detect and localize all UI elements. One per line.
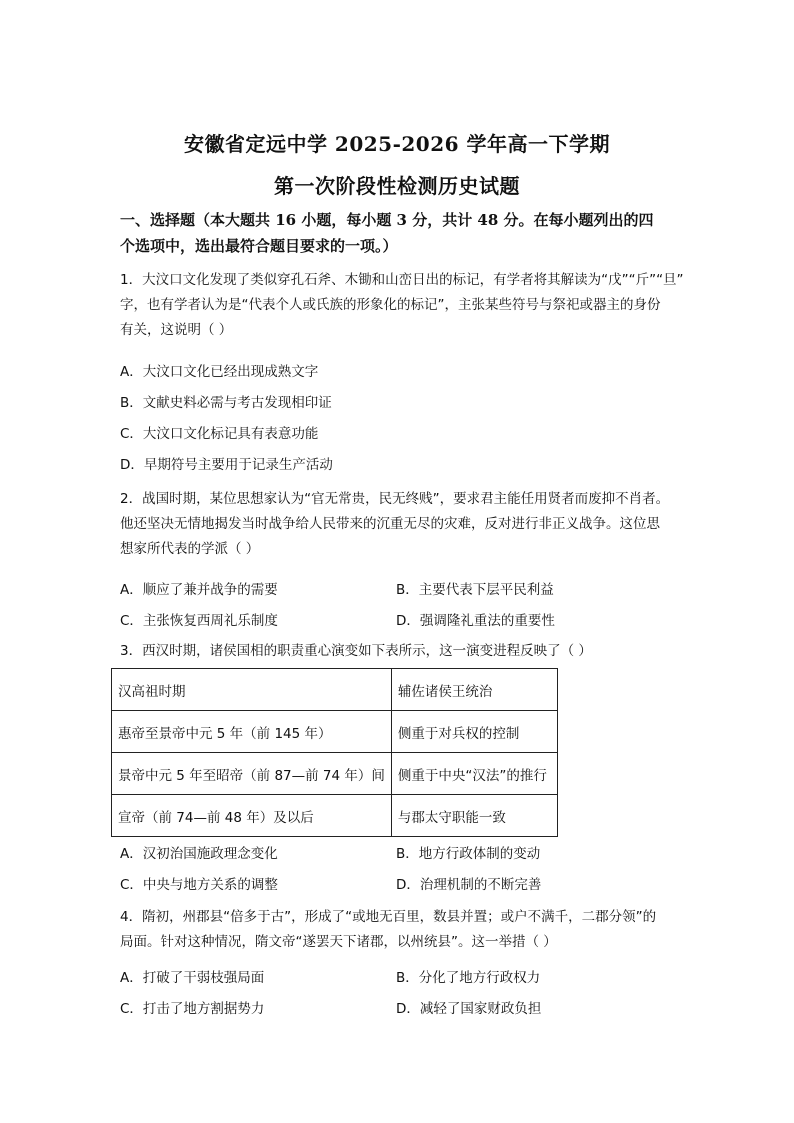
question-1-stem-line: 1．大汶口文化发现了类似穿孔石斧、木锄和山峦日出的标记，有学者将其解读为“戊”“斤”“旦” xyxy=(120,272,684,288)
question-1-stem-line: 字，也有学者认为是“代表个人或氏族的形象化的标记”，主张某些符号与祭祀或器主的身份 xyxy=(120,297,661,313)
table-cell-duty: 与郡太守职能一致 xyxy=(391,795,557,837)
question-3-table xyxy=(111,668,558,837)
section-heading-line1: 一、选择题（本大题共 16 小题，每小题 3 分，共计 48 分。在每小题列出的四 xyxy=(120,211,654,229)
question-4-option-c: C．打击了地方割据势力 xyxy=(120,1001,265,1017)
question-4-stem-line: 4．隋初，州郡县“倍多于古”，形成了“或地无百里，数县并置；或户不满千，二郡分领”的 xyxy=(120,909,657,925)
question-2-stem xyxy=(120,487,690,562)
exam-title-line1: 安徽省定远中学 2025-2026 学年高一下学期 xyxy=(183,132,611,156)
table-cell-duty: 侧重于对兵权的控制 xyxy=(391,711,557,753)
question-1-option-b: B．文献史料必需与考古发现相印证 xyxy=(120,395,332,411)
question-4-stem-line: 局面。针对这种情况，隋文帝“遂罢天下诸郡，以州统县”。这一举措（ ） xyxy=(120,934,557,950)
question-2-stem-line: 他还坚决无情地揭发当时战争给人民带来的沉重无尽的灾难，反对进行非正义战争。这位思 xyxy=(120,516,660,532)
question-4-option-b: B．分化了地方行政权力 xyxy=(396,970,541,986)
question-1-stem xyxy=(120,268,690,343)
question-4-stem xyxy=(120,905,690,955)
table-cell-duty: 侧重于中央“汉法”的推行 xyxy=(391,753,557,795)
question-3-stem-line: 3．西汉时期，诸侯国相的职责重心演变如下表所示，这一演变进程反映了（ ） xyxy=(120,643,592,659)
table-cell-period: 汉高祖时期 xyxy=(112,669,392,711)
question-4-option-a: A．打破了干弱枝强局面 xyxy=(120,970,265,986)
question-2-option-a: A．顺应了兼并战争的需要 xyxy=(120,582,278,598)
question-2-option-c: C．主张恢复西周礼乐制度 xyxy=(120,613,278,629)
question-1-option-d: D．早期符号主要用于记录生产活动 xyxy=(120,457,333,473)
table-row xyxy=(112,711,558,753)
question-2-option-b: B．主要代表下层平民利益 xyxy=(396,582,554,598)
table-row xyxy=(112,753,558,795)
question-3-option-a: A．汉初治国施政理念变化 xyxy=(120,846,278,862)
question-4-option-d: D．减轻了国家财政负担 xyxy=(396,1001,542,1017)
question-1-option-a: A．大汶口文化已经出现成熟文字 xyxy=(120,364,319,380)
question-3-option-c: C．中央与地方关系的调整 xyxy=(120,877,278,893)
question-1-option-c: C．大汶口文化标记具有表意功能 xyxy=(120,426,319,442)
question-2-stem-line: 2．战国时期，某位思想家认为“官无常贵，民无终贱”，要求君主能任用贤者而废抑不肖者。 xyxy=(120,491,670,507)
table-cell-period: 宣帝（前 74—前 48 年）及以后 xyxy=(112,795,392,837)
exam-title-line2: 第一次阶段性检测历史试题 xyxy=(274,174,520,198)
question-3-option-d: D．治理机制的不断完善 xyxy=(396,877,542,893)
section-heading xyxy=(120,207,680,259)
question-2-option-d: D．强调隆礼重法的重要性 xyxy=(396,613,555,629)
table-row xyxy=(112,669,558,711)
question-2-stem-line: 想家所代表的学派（ ） xyxy=(120,541,260,557)
table-cell-duty: 辅佐诸侯王统治 xyxy=(391,669,557,711)
question-3-option-b: B．地方行政体制的变动 xyxy=(396,846,541,862)
question-1-stem-line: 有关，这说明（ ） xyxy=(120,322,233,338)
table-row xyxy=(112,795,558,837)
section-heading-line2: 个选项中，选出最符合题目要求的一项。） xyxy=(120,237,398,255)
table-cell-period: 惠帝至景帝中元 5 年（前 145 年） xyxy=(112,711,392,753)
table-cell-period: 景帝中元 5 年至昭帝（前 87—前 74 年）间 xyxy=(112,753,392,795)
question-3-stem xyxy=(120,639,690,664)
